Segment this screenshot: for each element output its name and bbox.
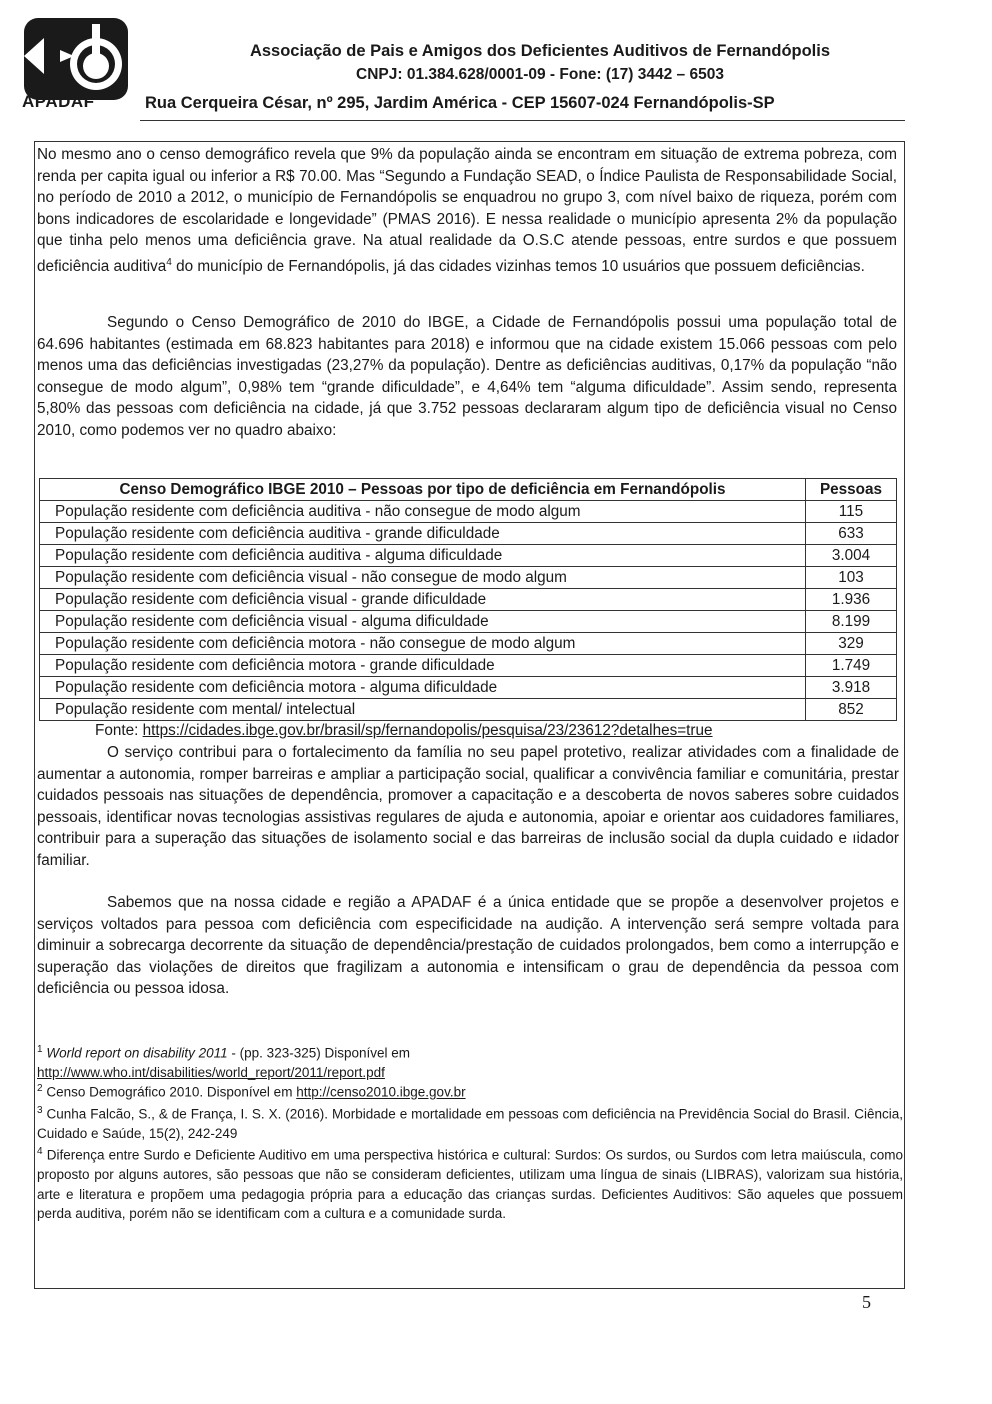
row-value: 633: [806, 523, 897, 545]
table-header-count: Pessoas: [806, 479, 897, 501]
row-label: População residente com deficiência auditiva - alguma dificuldade: [40, 545, 806, 567]
row-label: População residente com deficiência auditiva - não consegue de modo algum: [40, 501, 806, 523]
footnote-2-number: 2: [37, 1083, 43, 1094]
row-value: 1.749: [806, 655, 897, 677]
table-row: [40, 523, 897, 545]
table-row: [40, 589, 897, 611]
row-label: População residente com deficiência auditiva - grande dificuldade: [40, 523, 806, 545]
source-prefix: Fonte:: [95, 722, 143, 739]
row-value: 3.004: [806, 545, 897, 567]
logo-text: APADAF: [22, 92, 95, 111]
source-link[interactable]: https://cidades.ibge.gov.br/brasil/sp/fernandopolis/pesquisa/23/23612?detalhes=true: [142, 722, 713, 739]
row-label: População residente com deficiência motora - não consegue de modo algum: [40, 633, 806, 655]
row-value: 103: [806, 567, 897, 589]
row-value: 3.918: [806, 677, 897, 699]
footnote-3-text: Cunha Falcão, S., & de França, I. S. X. (2016). Morbidade e mortalidade em pessoas com deficiência na Previdência Social do Brasil. Ciência, Cuidado e Saúde, 15(2), 242-249: [37, 1106, 903, 1141]
footnote-3: [37, 1101, 903, 1144]
row-value: 115: [806, 501, 897, 523]
table-row: [40, 501, 897, 523]
paragraph-2: Segundo o Censo Demográfico de 2010 do IBGE, a Cidade de Fernandópolis possui uma população total de 64.696 habitantes (estimada em 68.823 habitantes para 2018) e informou que na cidade existem 15.066 pessoas com pelo menos uma das deficiências investigadas (23,27% da população). Dentre as deficiências auditivas, 0,17% da população “não consegue de modo algum”, 0,98% tem “grande dificuldade”, e 4,64% tem “alguma dificuldade”. Assim sendo, representa 5,80% das pessoas com deficiência na cidade, já que 3.752 pessoas declararam algum tipo de deficiência visual no Censo 2010, como podemos ver no quadro abaixo:: [37, 314, 897, 439]
page-number: 5: [862, 1292, 871, 1312]
row-label: População residente com deficiência visual - não consegue de modo algum: [40, 567, 806, 589]
row-value: 8.199: [806, 611, 897, 633]
footnote-1-link[interactable]: http://www.who.int/disabilities/world_report/2011/report.pdf: [37, 1065, 385, 1080]
row-value: 329: [806, 633, 897, 655]
footnote-2: [37, 1079, 903, 1102]
table-header-label: Censo Demográfico IBGE 2010 – Pessoas por tipo de deficiência em Fernandópolis: [40, 479, 806, 501]
row-label: População residente com deficiência visual - grande dificuldade: [40, 589, 806, 611]
paragraph-1-part-a: No mesmo ano o censo demográfico revela que 9% da população ainda se encontram em situação de extrema pobreza, com renda per capita igual ou inferior a R$ 70.00. Mas “Segundo a Fundação SEAD, o Índice Paulista de Responsabilidade Social, no período de 2010 a 2012, o município de Fernandópolis se enquadrou no grupo 3, com nível baixo de riqueza, porém com bons indicadores de escolaridade e longevidade” (PMAS 2016). E nessa realidade o município apresenta 2% da população que tinha pelo menos uma deficiência grave. Na atual realidade da O.S.C atende pessoas, entre surdos e que possuem deficiência auditiva: [37, 146, 897, 275]
table-row: [40, 699, 897, 721]
row-label: População residente com deficiência motora - grande dificuldade: [40, 655, 806, 677]
row-label: População residente com deficiência motora - alguma dificuldade: [40, 677, 806, 699]
paragraph-3: O serviço contribui para o fortalecimento da família no seu papel protetivo, realizar atividades com a finalidade de aumentar a autonomia, romper barreiras e ampliar a participação social, qualificar a convivência familiar e comunitária, prestar cuidados pessoais nas situações de dependência, promover a capacitação e a descoberta de novos saberes sobre cuidados pessoais, identificar novas tecnologias assistivas regulares de ajuda e autonomia, apoiar e orientar aos cuidadores familiares, contribuir para a superação das situações de isolamento social e das barreiras de inclusão social da dupla cuidado e ıidador familiar.: [37, 744, 899, 869]
footnote-2-link[interactable]: http://censo2010.ibge.gov.br: [296, 1084, 466, 1100]
table-row: [40, 655, 897, 677]
footnote-1-number: 1: [37, 1044, 43, 1055]
row-value: 1.936: [806, 589, 897, 611]
footnote-2-text: Censo Demográfico 2010. Disponível em: [42, 1084, 297, 1100]
table-header-row: [40, 479, 897, 501]
paragraph-4: Sabemos que na nossa cidade e região a APADAF é a única entidade que se propõe a desenvolver projetos e serviços voltados para pessoa com deficiência com especificidade na audição. A intervenção será sempre voltada para diminuir a sobrecarga decorrente da situação de dependência/prestação de cuidados prolongados, bem como a interrupção e superação das violações de direitos que fragilizam a autonomia e intensificam o grau de dependência da pessoa com deficiência ou pessoa idosa.: [37, 894, 899, 997]
census-table: [39, 478, 897, 721]
table-row: [40, 567, 897, 589]
org-address: Rua Cerqueira César, nº 295, Jardim América - CEP 15607-024 Fernandópolis-SP: [145, 94, 775, 112]
footnote-3-number: 3: [37, 1105, 43, 1116]
org-name: Associação de Pais e Amigos dos Deficientes Auditivos de Fernandópolis: [249, 42, 831, 60]
header-divider: [140, 120, 905, 121]
footnote-1-title: World report on disability 2011: [46, 1045, 228, 1061]
table-row: [40, 677, 897, 699]
table-row: [40, 545, 897, 567]
row-label: População residente com mental/ intelectual: [40, 699, 806, 721]
row-label: População residente com deficiência visual - alguma dificuldade: [40, 611, 806, 633]
org-cnpj-phone: CNPJ: 01.384.628/0001-09 - Fone: (17) 3442 – 6503: [356, 66, 724, 83]
table-row: [40, 633, 897, 655]
footnote-1-text: - (pp. 323-325) Disponível em: [227, 1045, 411, 1061]
footnote-4-number: 4: [37, 1146, 43, 1157]
row-value: 852: [806, 699, 897, 721]
footnote-1: [37, 1040, 903, 1083]
paragraph-1: [37, 144, 897, 277]
footnote-4: [37, 1142, 903, 1224]
footnote-ref-4: 4: [166, 256, 172, 268]
table-source: [95, 722, 713, 740]
footnote-4-text: Diferença entre Surdo e Deficiente Auditivo em uma perspectiva histórica e cultural: Surdos: Os surdos, ou Surdos com letra maiúscula, como proposto por alguns autores, são pessoas que não se consideram deficientes, utilizam uma língua de sinais (LIBRAS), valorizam sua história, arte e literatura e propõem uma pedagogia própria para a educação das crianças surdas. Deficientes Auditivos: São aqueles que possuem perda auditiva, porém não se identificam com a cultura e a comunidade surda.: [37, 1147, 903, 1221]
paragraph-1-part-b: do município de Fernandópolis, já das cidades vizinhas temos 10 usuários que possuem deficiências.: [171, 257, 865, 275]
table-row: [40, 611, 897, 633]
